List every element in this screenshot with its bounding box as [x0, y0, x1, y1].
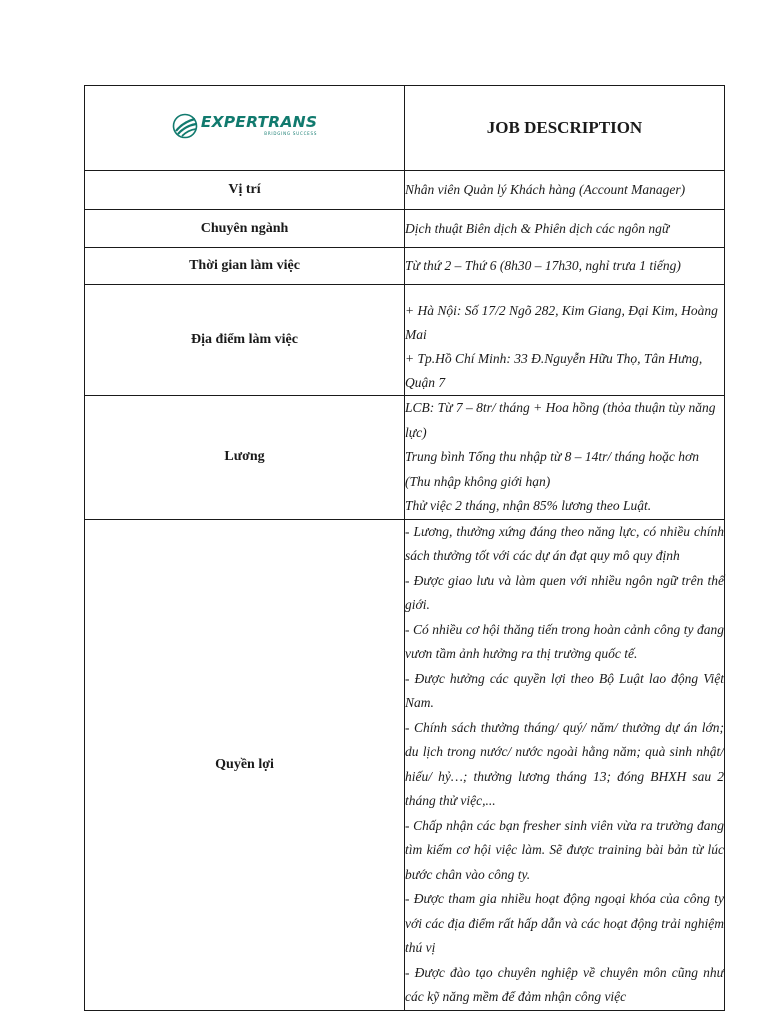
- benefit-item: - Lương, thưởng xứng đáng theo năng lực, có nhiều chính sách thưởng tốt với các dự án đạt quy mô quy định: [405, 523, 724, 563]
- row-position: [85, 171, 725, 210]
- salary-value: [405, 396, 725, 520]
- field-label: Chuyên ngành: [85, 210, 405, 248]
- row-hours: [85, 248, 725, 285]
- benefit-item: - Được đào tạo chuyên nghiệp về chuyên môn cũng như các kỹ năng mềm để đảm nhận công việc: [405, 964, 724, 1004]
- row-benefits: [85, 519, 725, 1010]
- benefit-item: - Được tham gia nhiều hoạt động ngoại khóa của công ty với các địa điểm rất hấp dẫn và các hoạt động trải nghiệm thú vị: [405, 891, 724, 955]
- row-field: [85, 210, 725, 248]
- location-line: + Tp.Hồ Chí Minh: 33 Đ.Nguyễn Hữu Thọ, Tân Hưng, Quận 7: [405, 351, 703, 390]
- company-logo: [172, 113, 317, 139]
- position-value: Nhân viên Quản lý Khách hàng (Account Manager): [405, 171, 725, 210]
- globe-swoosh-icon: [172, 113, 198, 139]
- field-value: Dịch thuật Biên dịch & Phiên dịch các ngôn ngữ: [405, 210, 725, 248]
- header-row: [85, 86, 725, 171]
- logo-tagline: BRIDGING SUCCESS: [264, 130, 318, 136]
- row-salary: [85, 396, 725, 520]
- benefits-value: [405, 519, 725, 1010]
- location-value: [405, 285, 725, 396]
- salary-line: Trung bình Tổng thu nhập từ 8 – 14tr/ tháng hoặc hơn (Thu nhập không giới hạn): [405, 449, 699, 489]
- logo-cell: [85, 86, 405, 171]
- position-label: Vị trí: [85, 171, 405, 210]
- row-location: [85, 285, 725, 396]
- salary-label: Lương: [85, 396, 405, 520]
- hours-label: Thời gian làm việc: [85, 248, 405, 285]
- benefit-item: - Chấp nhận các bạn fresher sinh viên vừa ra trường đang tìm kiếm cơ hội việc làm. Sẽ được training bài bản từ lúc bước chân vào công ty.: [405, 817, 724, 882]
- location-line: + Hà Nội: Số 17/2 Ngõ 282, Kim Giang, Đại Kim, Hoàng Mai: [405, 303, 718, 342]
- document-title: JOB DESCRIPTION: [405, 86, 725, 171]
- salary-line: Thử việc 2 tháng, nhận 85% lương theo Luật.: [405, 498, 652, 513]
- benefit-item: - Được giao lưu và làm quen với nhiều ngôn ngữ trên thế giới.: [405, 572, 724, 612]
- hours-value: Từ thứ 2 – Thứ 6 (8h30 – 17h30, nghỉ trưa 1 tiếng): [405, 248, 725, 285]
- benefit-item: - Chính sách thưởng tháng/ quý/ năm/ thưởng dự án lớn; du lịch trong nước/ nước ngoài hằng năm; quà sinh nhật/ hiếu/ hỷ…; thưởng lương tháng 13; đóng BHXH sau 2 tháng thử việc,...: [405, 719, 724, 808]
- job-description-table: [84, 85, 725, 1011]
- location-label: Địa điểm làm việc: [85, 285, 405, 396]
- benefits-label: Quyền lợi: [85, 519, 405, 1010]
- logo-wordmark: EXPERTRANS: [200, 113, 318, 132]
- benefit-item: - Được hưởng các quyền lợi theo Bộ Luật lao động Việt Nam.: [405, 670, 724, 710]
- salary-line: LCB: Từ 7 – 8tr/ tháng + Hoa hồng (thỏa thuận tùy năng lực): [405, 400, 716, 440]
- benefit-item: - Có nhiều cơ hội thăng tiến trong hoàn cảnh công ty đang vươn tầm ảnh hưởng ra thị trường quốc tế.: [405, 621, 724, 661]
